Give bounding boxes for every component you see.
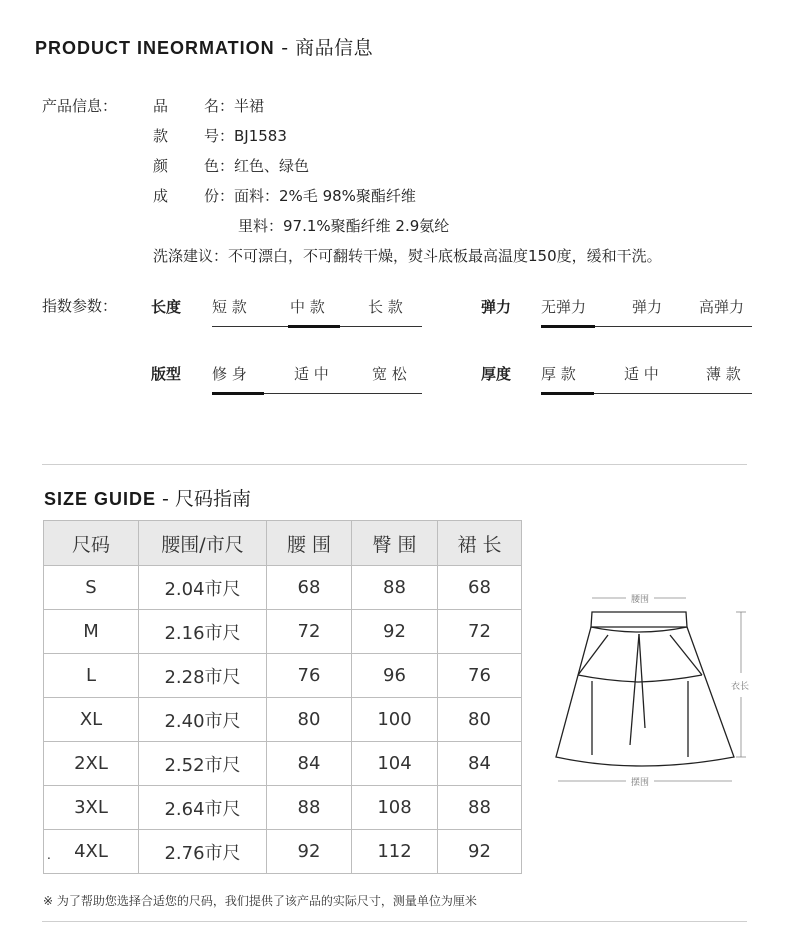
table-row	[44, 610, 522, 654]
info-key: 颜 色	[153, 157, 219, 175]
info-value: ：面料：2%毛 98%聚酯纤维	[219, 187, 416, 205]
info-value: ：BJ1583	[219, 127, 287, 145]
waist-cell: 72	[267, 610, 352, 654]
length-cell: 68	[438, 566, 522, 610]
skirt-diagram	[548, 585, 758, 795]
info-row-lining	[238, 215, 449, 236]
waist-cell: 88	[267, 786, 352, 830]
table-header-row	[44, 521, 522, 566]
length-scale-selected	[288, 325, 340, 328]
info-row-composition	[153, 185, 416, 206]
product-info-title-zh: 商品信息	[295, 37, 374, 59]
table-row	[44, 654, 522, 698]
option-loose: 宽 松	[372, 365, 407, 383]
group-title-thickness: 厚度	[481, 365, 512, 383]
footnote: ※ 为了帮助您选择合适您的尺码，我们提供了该产品的实际尺寸，测量单位为厘米	[43, 894, 477, 908]
hip-cell: 92	[352, 610, 438, 654]
product-info-title-en: PRODUCT INEORMATION	[35, 38, 275, 58]
waist-cell: 92	[267, 830, 352, 874]
option-stretch: 弹力	[632, 298, 663, 316]
stray-mark: .	[47, 848, 51, 862]
table-row	[44, 742, 522, 786]
table-row	[44, 566, 522, 610]
option-thin: 薄 款	[706, 365, 741, 383]
waist-cell: 80	[267, 698, 352, 742]
info-key: 品 名	[153, 97, 219, 115]
header-size: 尺码	[44, 521, 139, 566]
size-cell: S	[44, 566, 139, 610]
header-hip: 臀 围	[352, 521, 438, 566]
length-cell: 72	[438, 610, 522, 654]
indices-label: 指数参数：	[42, 297, 118, 315]
table-row	[44, 698, 522, 742]
waist-cell: 76	[267, 654, 352, 698]
product-info-title	[35, 33, 373, 60]
size-cell: M	[44, 610, 139, 654]
length-cell: 76	[438, 654, 522, 698]
info-value: ：半裙	[219, 97, 265, 115]
hip-cell: 108	[352, 786, 438, 830]
table-row	[44, 830, 522, 874]
size-cell: 2XL	[44, 742, 139, 786]
waist-cell: 84	[267, 742, 352, 786]
info-value: ：红色、绿色	[219, 157, 310, 175]
option-medium: 中 款	[290, 298, 325, 316]
waist-cell: 68	[267, 566, 352, 610]
size-guide-title	[44, 484, 251, 511]
header-waist: 腰 围	[267, 521, 352, 566]
skirt-outline	[556, 612, 734, 766]
title-separator: -	[156, 488, 175, 510]
info-row-style-no	[153, 125, 287, 146]
section-divider	[42, 464, 747, 465]
size-guide-title-zh: 尺码指南	[174, 488, 251, 510]
hip-cell: 100	[352, 698, 438, 742]
title-separator: -	[274, 37, 296, 59]
info-key: 成 份	[153, 187, 219, 205]
elasticity-scale-selected	[541, 325, 595, 328]
header-waist-shichi: 腰围/市尺	[139, 521, 267, 566]
hem-label: 摆围	[630, 778, 650, 788]
table-row	[44, 786, 522, 830]
info-label: 产品信息：	[42, 97, 118, 115]
option-no-stretch: 无弹力	[541, 298, 587, 316]
size-guide-title-en: SIZE GUIDE	[44, 489, 157, 509]
hip-cell: 112	[352, 830, 438, 874]
hip-cell: 104	[352, 742, 438, 786]
option-medium-thick: 适 中	[624, 365, 659, 383]
header-length: 裙 长	[438, 521, 522, 566]
waist-shichi-cell: 2.28市尺	[139, 654, 267, 698]
hip-cell: 88	[352, 566, 438, 610]
waist-shichi-cell: 2.40市尺	[139, 698, 267, 742]
waist-label: 腰围	[630, 595, 650, 605]
option-slim: 修 身	[212, 365, 247, 383]
group-title-length: 长度	[151, 298, 182, 316]
info-row-care	[153, 245, 662, 266]
group-title-elasticity: 弹力	[481, 298, 512, 316]
option-thick: 厚 款	[541, 365, 576, 383]
hip-cell: 96	[352, 654, 438, 698]
waist-shichi-cell: 2.52市尺	[139, 742, 267, 786]
length-cell: 84	[438, 742, 522, 786]
size-cell: XL	[44, 698, 139, 742]
size-cell: 3XL	[44, 786, 139, 830]
bottom-divider	[42, 921, 747, 922]
waist-shichi-cell: 2.76市尺	[139, 830, 267, 874]
group-title-fit: 版型	[151, 365, 182, 383]
size-cell: L	[44, 654, 139, 698]
length-cell: 92	[438, 830, 522, 874]
length-cell: 80	[438, 698, 522, 742]
option-long: 长 款	[368, 298, 403, 316]
option-regular: 适 中	[294, 365, 329, 383]
length-cell: 88	[438, 786, 522, 830]
waist-shichi-cell: 2.64市尺	[139, 786, 267, 830]
info-row-color	[153, 155, 309, 176]
size-cell: 4XL	[44, 830, 139, 874]
info-value: ：不可漂白，不可翻转干燥，熨斗底板最高温度150度，缓和干洗。	[213, 247, 662, 265]
info-row-name	[153, 95, 264, 116]
option-high-stretch: 高弹力	[699, 298, 745, 316]
waist-shichi-cell: 2.16市尺	[139, 610, 267, 654]
info-key: 洗涤建议	[153, 247, 214, 265]
fit-scale-selected	[212, 392, 264, 395]
waist-shichi-cell: 2.04市尺	[139, 566, 267, 610]
info-value: 里料：97.1%聚酯纤维 2.9氨纶	[238, 217, 450, 235]
info-key: 款 号	[153, 127, 219, 145]
length-label: 衣长	[730, 682, 750, 692]
thickness-scale-selected	[541, 392, 594, 395]
option-short: 短 款	[212, 298, 247, 316]
size-table	[43, 520, 522, 874]
